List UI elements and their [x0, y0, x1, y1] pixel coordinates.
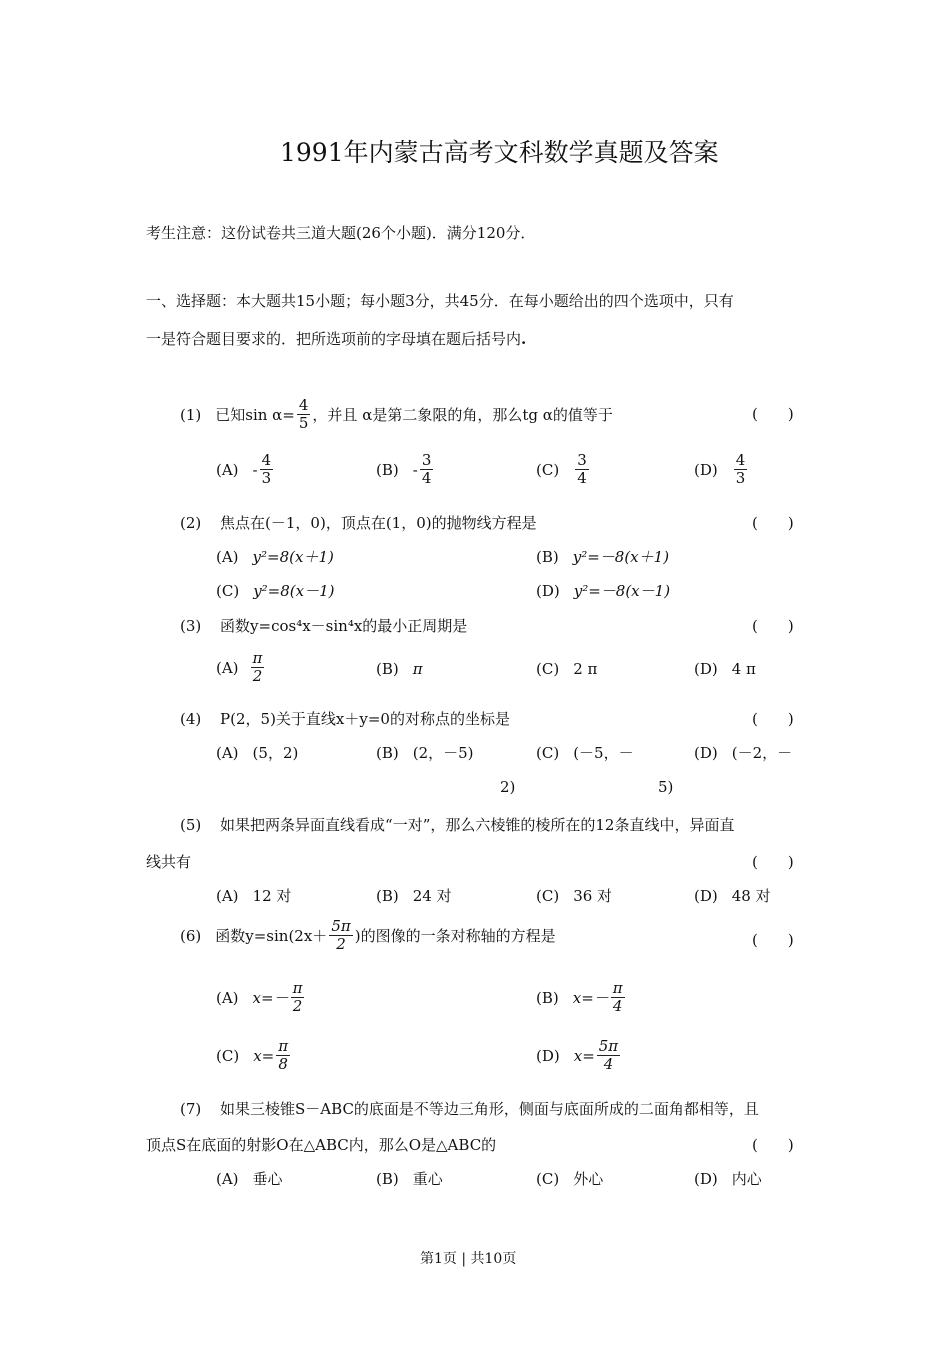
- question-text-line1: 如果三棱锥S－ABC的底面是不等边三角形，侧面与底面所成的二面角都相等，且: [220, 1100, 759, 1118]
- fraction: $\frac{3}{4}$: [577, 451, 587, 488]
- q7-option-b[interactable]: (B) 重心: [376, 1170, 443, 1188]
- answer-bracket[interactable]: ( ): [752, 1136, 794, 1154]
- q1-option-a[interactable]: (A) - $\frac{4}{3}$: [216, 451, 272, 488]
- q4-option-d-wrap: 5): [658, 778, 674, 796]
- question-3: [180, 615, 467, 636]
- q4-option-c[interactable]: (C) (－5，－: [536, 744, 634, 762]
- q3-option-a[interactable]: (A) $\frac{\pi}{2}$: [216, 649, 263, 686]
- q2-option-b[interactable]: (B) y²=－8(x＋1): [536, 548, 670, 566]
- q4-option-c-wrap: 2): [500, 778, 516, 796]
- question-number: (4): [180, 710, 202, 728]
- q6-option-b[interactable]: (B) x=－ $\frac{\pi}{4}$: [536, 979, 623, 1016]
- answer-bracket[interactable]: ( ): [752, 931, 794, 949]
- q6-option-c[interactable]: (C) x= $\frac{\pi}{8}$: [216, 1037, 289, 1074]
- page-title: 1991年内蒙古高考文科数学真题及答案: [280, 138, 719, 167]
- fraction: $\frac{4}{3}$: [735, 451, 746, 488]
- section-heading-line1: 一、选择题：本大题共15小题；每小题3分，共45分．在每小题给出的四个选项中，只有: [146, 292, 734, 310]
- q4-option-b[interactable]: (B) (2，－5): [376, 744, 474, 762]
- question-number: (5): [180, 816, 202, 834]
- q3-option-b[interactable]: (B) π: [376, 660, 423, 678]
- question-4: [180, 708, 510, 729]
- answer-bracket[interactable]: ( ): [752, 405, 794, 423]
- section-heading-line2: 一是符合题目要求的．把所选项前的字母填在题后括号内.: [146, 330, 527, 348]
- question-number: (1): [180, 405, 202, 424]
- q3-option-c[interactable]: (C) 2 π: [536, 660, 598, 678]
- fraction: $\frac{5\pi}{4}$: [598, 1037, 619, 1074]
- q5-option-d[interactable]: (D) 48 对: [694, 887, 771, 905]
- question-text: 函数y=cos⁴x－sin⁴x的最小正周期是: [220, 617, 468, 635]
- q1-option-b[interactable]: (B) - $\frac{3}{4}$: [376, 451, 432, 488]
- question-text-post: ，并且 α是第二象限的角，那么tg α的值等于: [312, 406, 613, 425]
- answer-bracket[interactable]: ( ): [752, 710, 794, 728]
- question-text-line2: 顶点S在底面的射影O在△ABC内，那么O是△ABC的: [146, 1136, 497, 1154]
- q6-option-d[interactable]: (D) x= $\frac{5\pi}{4}$: [536, 1037, 619, 1074]
- question-1: [180, 397, 613, 433]
- q7-option-a[interactable]: (A) 垂心: [216, 1170, 283, 1188]
- question-text: P(2，5)关于直线x＋y=0的对称点的坐标是: [220, 710, 510, 728]
- question-7: [180, 1098, 759, 1119]
- q7-option-c[interactable]: (C) 外心: [536, 1170, 604, 1188]
- fraction: $\frac{\pi}{8}$: [278, 1037, 289, 1074]
- q2-option-c[interactable]: (C) y²=8(x－1): [216, 582, 335, 600]
- q5-option-c[interactable]: (C) 36 对: [536, 887, 613, 905]
- answer-bracket[interactable]: ( ): [752, 514, 794, 532]
- question-number: (3): [180, 617, 202, 635]
- fraction: $\frac{4}{3}$: [261, 451, 272, 488]
- q4-option-d[interactable]: (D) (－2，－: [694, 744, 793, 762]
- fraction: $\frac{5\pi}{2}$: [331, 917, 351, 954]
- fraction: $\frac{3}{4}$: [421, 451, 432, 488]
- question-5: [180, 814, 734, 835]
- q1-option-c[interactable]: (C) $\frac{3}{4}$: [536, 451, 587, 488]
- q5-option-a[interactable]: (A) 12 对: [216, 887, 292, 905]
- q1-option-d[interactable]: (D) $\frac{4}{3}$: [694, 451, 746, 488]
- question-text-line2: 线共有: [146, 853, 192, 871]
- q4-option-a[interactable]: (A) (5，2): [216, 744, 299, 762]
- answer-bracket[interactable]: ( ): [752, 617, 794, 635]
- fraction: $\frac{\pi}{4}$: [612, 979, 623, 1016]
- question-2: [180, 512, 537, 533]
- q5-option-b[interactable]: (B) 24 对: [376, 887, 452, 905]
- exam-notice: 考生注意：这份试卷共三道大题(26个小题)．满分120分．: [146, 224, 536, 242]
- fraction: $\frac{\pi}{2}$: [292, 979, 303, 1016]
- question-number: (7): [180, 1100, 202, 1118]
- question-text-pre: 函数y=sin(2x＋: [215, 927, 328, 946]
- q6-option-a[interactable]: (A) x=－ $\frac{\pi}{2}$: [216, 979, 303, 1016]
- question-text-post: )的图像的一条对称轴的方程是: [354, 927, 556, 946]
- fraction: $\frac{4}{5}$: [298, 396, 309, 433]
- question-text-line1: 如果把两条异面直线看成“一对”，那么六棱锥的棱所在的12条直线中，异面直: [220, 816, 735, 834]
- q2-option-a[interactable]: (A) y²=8(x＋1): [216, 548, 334, 566]
- fraction: $\frac{\pi}{2}$: [252, 649, 263, 686]
- question-text: 焦点在(－1，0)，顶点在(1，0)的抛物线方程是: [220, 514, 537, 532]
- question-number: (6): [180, 926, 202, 945]
- q2-option-d[interactable]: (D) y²=－8(x－1): [536, 582, 671, 600]
- answer-bracket[interactable]: ( ): [752, 853, 794, 871]
- q3-option-d[interactable]: (D) 4 π: [694, 660, 756, 678]
- q7-option-d[interactable]: (D) 内心: [694, 1170, 762, 1188]
- question-text-pre: 已知sin α=: [215, 406, 295, 425]
- question-number: (2): [180, 514, 202, 532]
- page-footer: 第1页 | 共10页: [420, 1251, 517, 1267]
- question-6: [180, 918, 556, 954]
